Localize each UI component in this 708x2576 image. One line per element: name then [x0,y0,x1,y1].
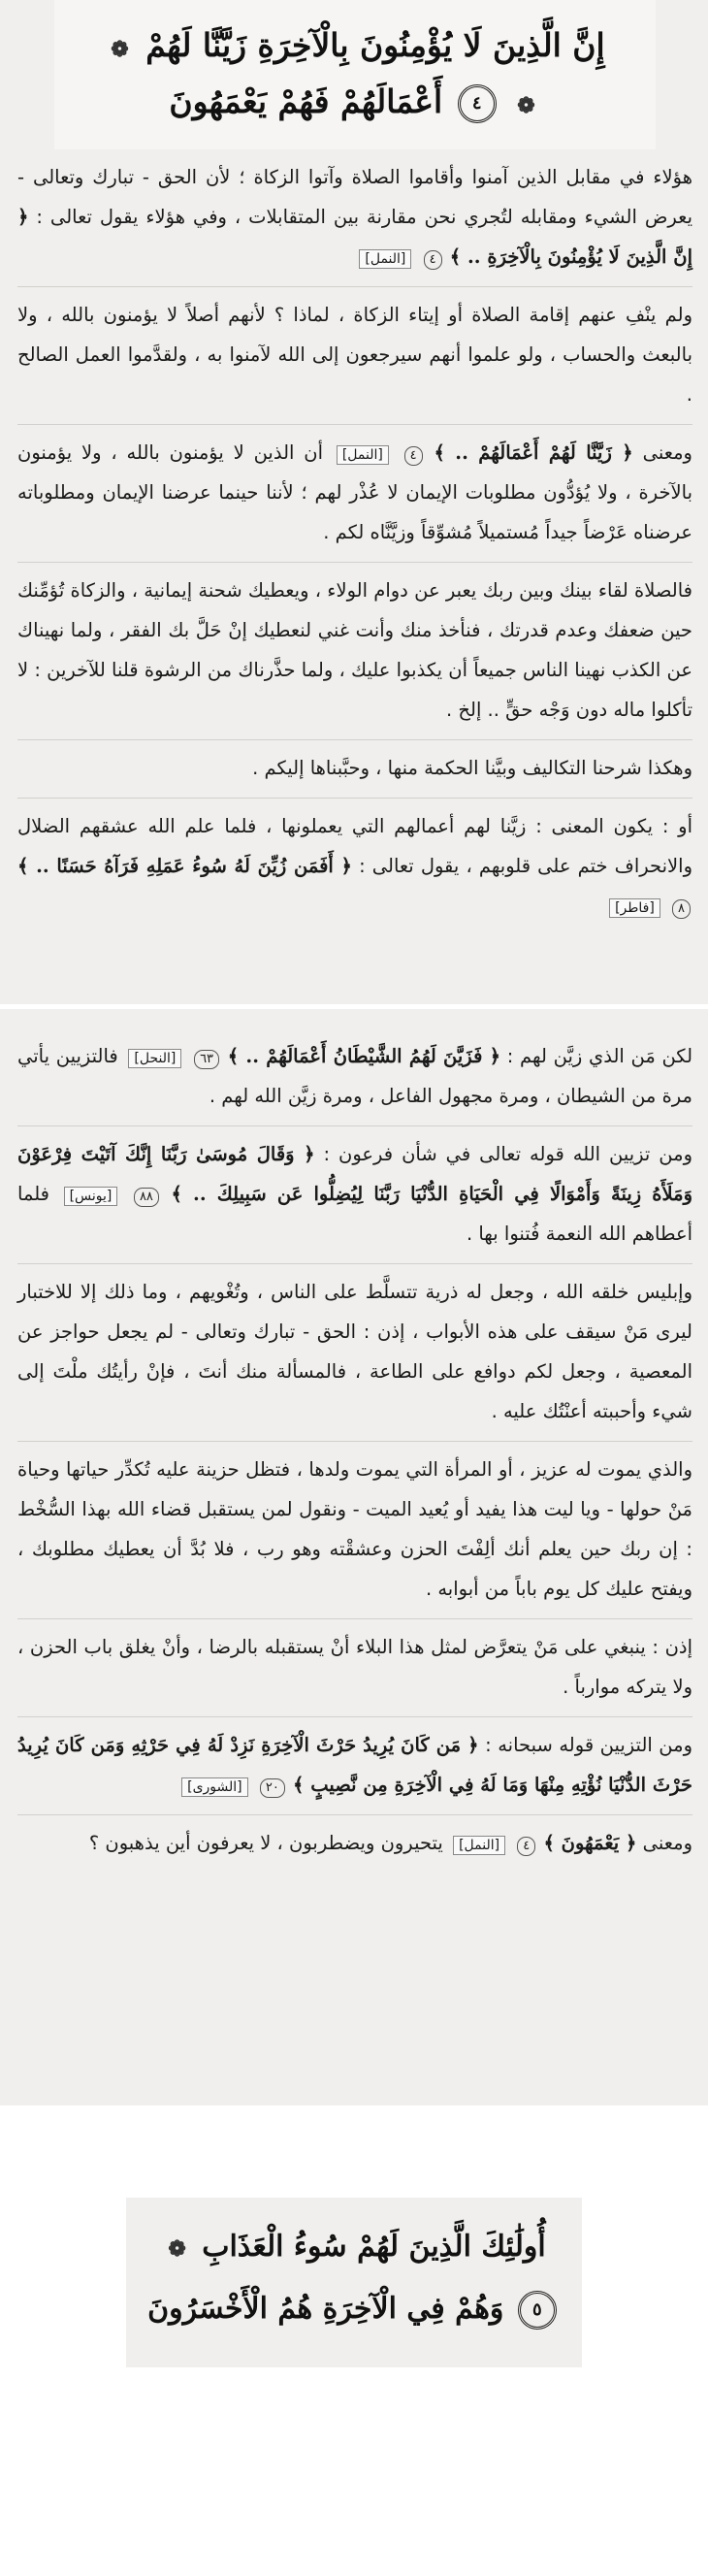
verse-line-1 [64,19,646,76]
ornament-icon: ❁ [517,93,535,118]
quran-quote: ﴿ إِنَّ الَّذِينَ لَا يُؤْمِنُونَ بِالْآخِرَةِ .. ﴾ [17,206,692,268]
quran-quote: ﴿ يَعْمَهُونَ ﴾ [543,1832,637,1854]
verse-box-bottom [126,2198,582,2367]
verse-ref-number: ٨٨ [134,1188,159,1207]
paragraph [17,799,692,935]
quran-quote: ﴿ زَيَّنَّا لَهُمْ أَعْمَالَهُمْ .. ﴾ [434,441,633,464]
surah-source: [النحل] [128,1049,181,1068]
paragraph [17,1264,692,1442]
body-text: ولم ينْفِ عنهم إقامة الصلاة أو إيتاء الزكاة ، لماذا ؟ لأنهم أصلاً لا يؤمنون بالله ، ولا بالبعث والحساب ، ولو علموا أنهم سيرجعون إلى الله لآمنوا به ، ولقدَّموا العمل الصالح . [17,304,692,406]
verse-ref-number: ٨ [672,899,691,919]
verse-text: أَعْمَالَهُمْ فَهُمْ يَعْمَهُونَ [169,82,443,120]
verse-text: إِنَّ الَّذِينَ لَا يُؤْمِنُونَ بِالْآخِرَةِ زَيَّنَّا لَهُمْ [145,26,605,64]
lead-text: ومعنى [642,441,692,464]
lead-text: ومن التزيين قوله سبحانه : [485,1734,693,1756]
surah-source: [يونس] [64,1187,118,1206]
verse-ref-number: ٤ [424,250,442,270]
verse-ref-number: ٤ [404,446,423,466]
paragraph [17,1028,692,1126]
surah-source: [النمل] [453,1836,505,1855]
lead-text: ومن تزيين الله قوله تعالى في شأن فرعون : [323,1143,692,1165]
surah-source: [الشورى] [181,1777,248,1797]
page-1-body [17,149,692,935]
paragraph [17,1619,692,1717]
verse-line-1 [136,2217,572,2279]
body-text: والذي يموت له عزيز ، أو المرأة التي يموت ولدها ، فتظل حزينة عليه تُكدِّر حياتها وحياة مَنْ حولها - ويا ليت هذا يفيد أو يُعيد الميت - ونقول لمن يستقبل قضاء الله بهذا السُّخْط : إن ربك حين يعلم أنك ألِفْتَ الحزن وعشقْته وهو رب ، فلا بُدَّ أن يعطيك مطلوبك ، ويفتح عليك كل يوم باباً من أبوابه . [17,1458,692,1600]
paragraph [17,563,692,740]
surah-source: [النمل] [337,445,389,465]
ornament-icon: ❁ [168,2236,186,2262]
verse-line-2 [64,76,646,132]
body-text: أن الذين لا يؤمنون بالله ، ولا يؤمنون بالآخرة ، ولا يُؤدُّون مطلوبات الإيمان لا عُذْر لهم ؛ لأننا حينما عرضنا الإيمان ومطلوباته عرضناه عَرْضاً جيداً مُستميلاً مُشوِّقاً وزيَّنَّاه لكم . [17,441,692,543]
paragraph [17,1815,692,1873]
paragraph [17,149,692,287]
verse-number: ٥ [518,2291,557,2330]
verse-ref-number: ٢٠ [260,1778,285,1798]
quran-quote: ﴿ فَزَيَّنَ لَهُمُ الشَّيْطَانُ أَعْمَالَهُمْ .. ﴾ [227,1045,501,1067]
page-2-body [17,1028,692,1873]
page-1 [0,0,708,1004]
verse-ref-number: ٦٣ [194,1050,219,1069]
verse-line-2 [136,2279,572,2339]
quran-quote: ﴿ مَن كَانَ يُرِيدُ حَرْثَ الْآخِرَةِ نَزِدْ لَهُ فِي حَرْثِهِ وَمَن كَانَ يُرِيدُ حَرْثَ الدُّنْيَا نُؤْتِهِ مِنْهَا وَمَا لَهُ فِي الْآخِرَةِ مِن نَّصِيبٍ ﴾ [17,1734,692,1796]
paragraph [17,1126,692,1264]
paragraph [17,740,692,799]
lead-text: لكن مَن الذي زيَّن لهم : [506,1045,693,1067]
body-text: هؤلاء في مقابل الذين آمنوا وأقاموا الصلاة وآتوا الزكاة ؛ لأن الحق - تبارك وتعالى - يعرض الشيء ومقابله لتُجري نحن مقارنة بين المتقابلات ، وفي هؤلاء يقول تعالى : [17,166,692,228]
paragraph [17,1717,692,1815]
body-text: فالتزيين يأتي مرة من الشيطان ، ومرة مجهول الفاعل ، ومرة زيَّن الله لهم . [17,1045,692,1107]
lead-text: ومعنى [642,1832,692,1854]
quran-quote: ﴿ وَقَالَ مُوسَىٰ رَبَّنَا إِنَّكَ آتَيْتَ فِرْعَوْنَ وَمَلَأَهُ زِينَةً وَأَمْوَالًا فِي الْحَيَاةِ الدُّنْيَا رَبَّنَا لِيُضِلُّوا عَن سَبِيلِكَ .. ﴾ [17,1143,693,1205]
body-text: فالصلاة لقاء بينك وبين ربك يعبر عن دوام الولاء ، ويعطيك شحنة إيمانية ، والزكاة تُؤمِّنك حين ضعفك وعدم قدرتك ، فنأخذ منك وأنت غني لنعطيك إنْ حَلَّ بك الفقر ، ولما نهيناك عن الكذب نهينا الناس جميعاً أن يكذبوا عليك ، ولما حذَّرناك من الرشوة قلنا للآخرين : لا تأكلوا ماله دون وَجْه حقٍّ .. إلخ . [17,579,692,721]
body-text: وهكذا شرحنا التكاليف وبيَّنا الحكمة منها ، وحبَّبناها إليكم . [252,757,692,779]
verse-ref-number: ٤ [517,1837,535,1856]
surah-source: [فاطر] [609,898,660,918]
body-text: فلما أعطاهم الله النعمة فُتنوا بها . [17,1183,692,1245]
body-text: يتحيرون ويضطربون ، لا يعرفون أين يذهبون ؟ [88,1832,443,1854]
verse-text: أُولَٰئِكَ الَّذِينَ لَهُمْ سُوءُ الْعَذَابِ [202,2230,546,2264]
paragraph [17,287,692,425]
verse-text: وَهُمْ فِي الْآخِرَةِ هُمُ الْأَخْسَرُونَ [147,2292,504,2326]
ornament-icon: ❁ [111,37,129,62]
body-text: وإبليس خلقه الله ، وجعل له ذرية تتسلَّط على الناس ، وتُغْويهم ، وما ذلك إلا للاختبار ليرى مَنْ سيقف على هذه الأبواب ، إذن : الحق - تبارك وتعالى - لم يجعل حواجز عن المعصية ، وجعل لكم دوافع على الطاعة ، فالمسألة منك أنتَ ، فإنْ رأيتُك ملْتَ إلى شيء وأحببته أعنْتُك عليه . [17,1281,692,1422]
paragraph [17,1442,692,1619]
verse-box-top [54,0,656,149]
body-text: إذن : ينبغي على مَنْ يتعرَّض لمثل هذا البلاء أنْ يستقبله بالرضا ، وأنْ يغلق باب الحزن ، ولا يتركه موارباً . [17,1636,692,1698]
quran-quote: ﴿ أَفَمَن زُيِّنَ لَهُ سُوءُ عَمَلِهِ فَرَآهُ حَسَنًا .. ﴾ [17,855,352,877]
body-text: أو : يكون المعنى : زيَّنا لهم أعمالهم التي يعملونها ، فلما علم الله عشقهم الضلال والانحراف ختم على قلوبهم ، يقول تعالى : [17,815,692,877]
page-2 [0,1009,708,2105]
verse-number: ٤ [458,84,497,123]
surah-source: [النمل] [359,249,411,269]
paragraph [17,425,692,563]
